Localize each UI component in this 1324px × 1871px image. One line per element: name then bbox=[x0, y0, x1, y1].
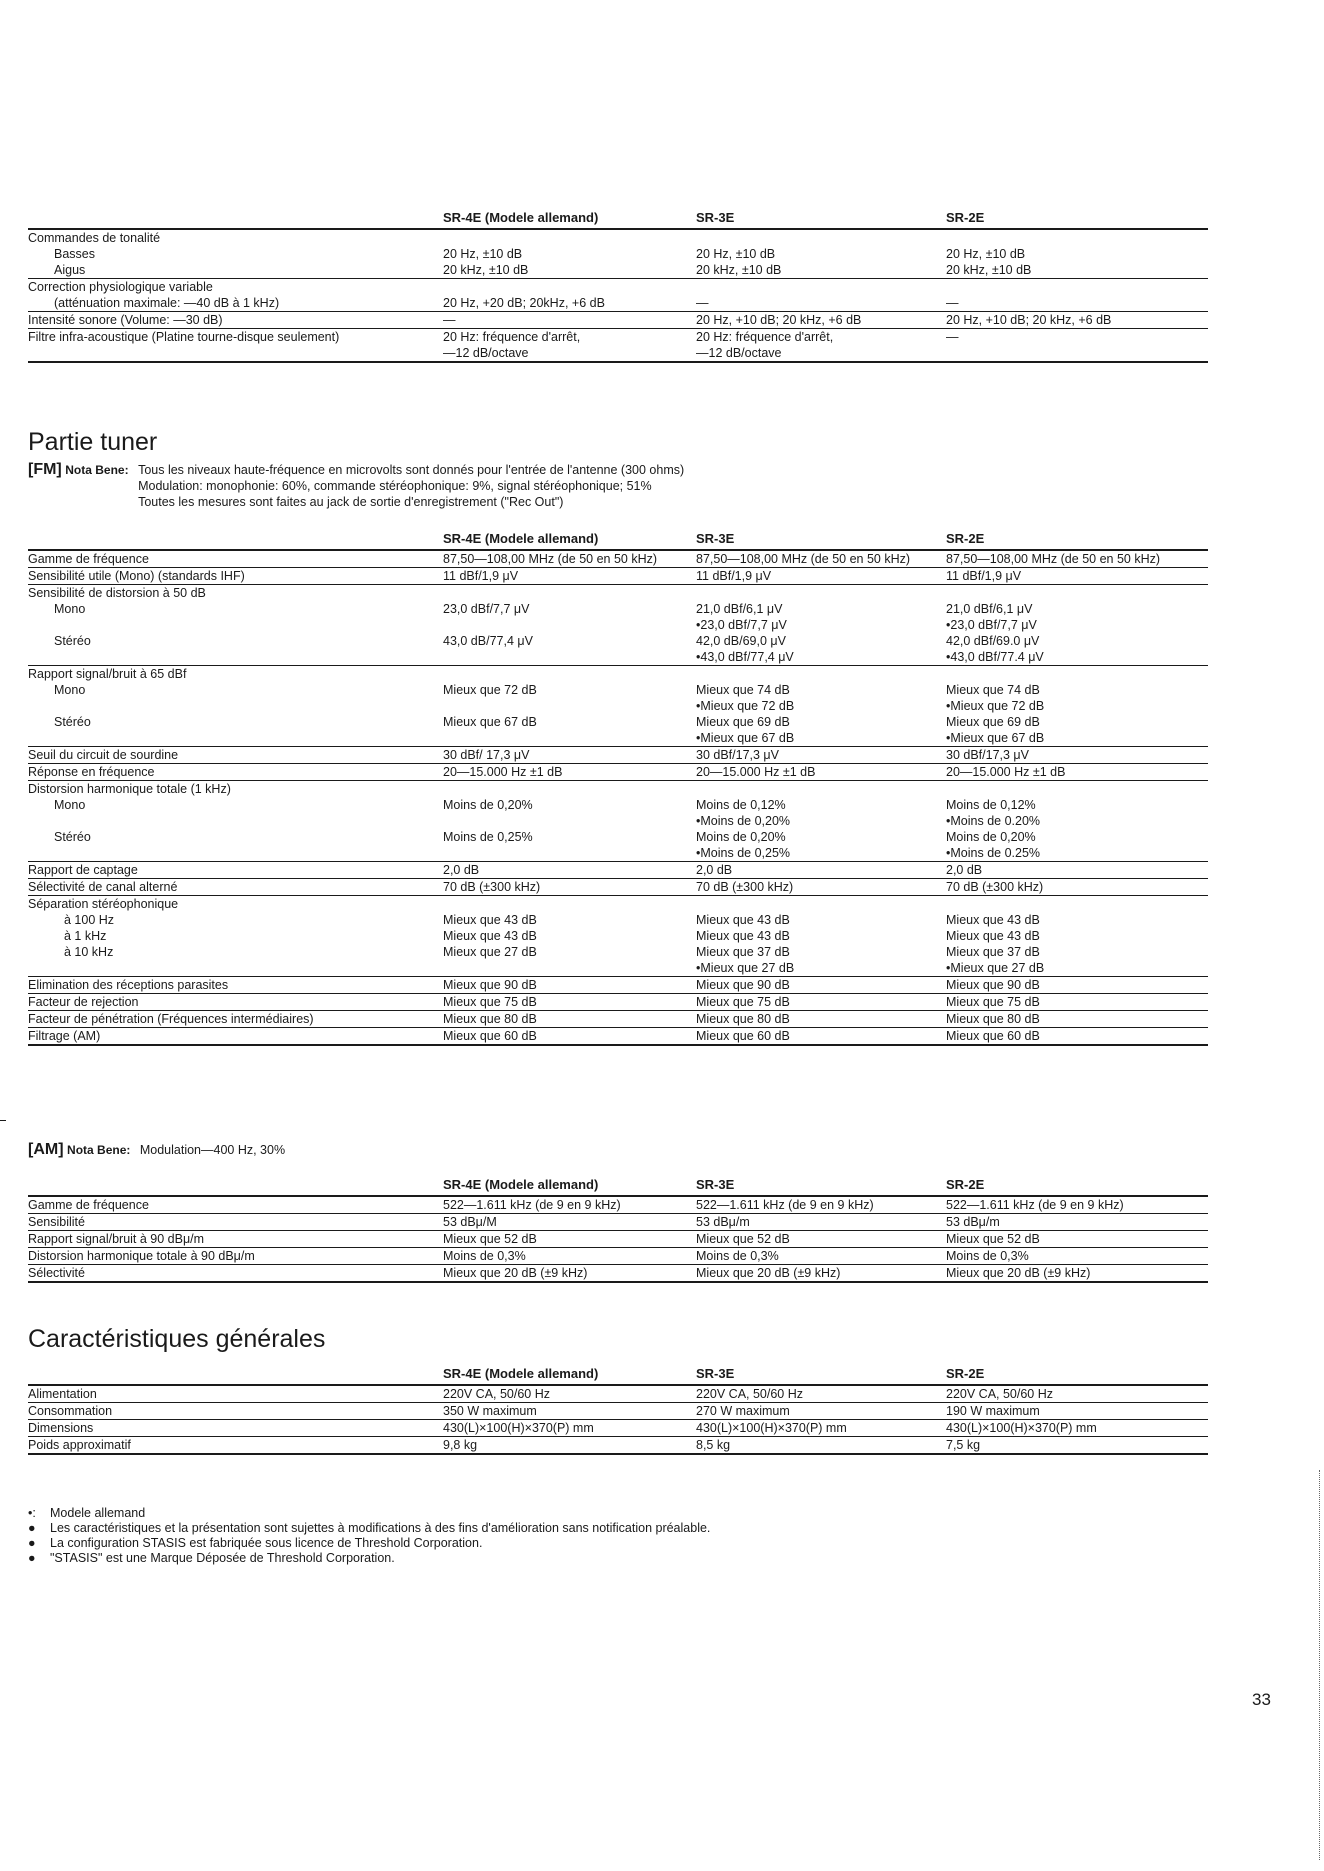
header-sr2e: SR-2E bbox=[946, 1177, 985, 1192]
cell-sr3e bbox=[696, 781, 946, 798]
cell-sr2e: Mieux que 69 dB bbox=[946, 715, 1040, 729]
row-label: Séparation stéréophonique bbox=[28, 897, 179, 911]
cell-sr3e: 20 kHz, ±10 dB bbox=[696, 263, 782, 277]
cell-sr4e: 9,8 kg bbox=[443, 1438, 478, 1452]
cell-sr4e: Moins de 0,20% bbox=[443, 798, 533, 812]
page-edge-dotted-line bbox=[1319, 1470, 1320, 1860]
cell-sr3e: Mieux que 60 dB bbox=[696, 1029, 790, 1043]
row-label: Seuil du circuit de sourdine bbox=[28, 748, 179, 762]
bullet-icon: ● bbox=[28, 1551, 36, 1565]
row-label: Alimentation bbox=[28, 1387, 97, 1401]
cell-sr4e: —12 dB/octave bbox=[443, 346, 529, 360]
header-sr4e: SR-4E (Modele allemand) bbox=[443, 210, 599, 225]
cell-sr2e: 2,0 dB bbox=[946, 863, 983, 877]
cell-sr2e: •Moins de 0.25% bbox=[946, 846, 1041, 860]
cell-sr2e: •Mieux que 72 dB bbox=[946, 699, 1045, 713]
cell-sr4e: Mieux que 20 dB (±9 kHz) bbox=[443, 1266, 588, 1280]
table-row bbox=[28, 1403, 1208, 1420]
cell-sr3e bbox=[696, 585, 946, 602]
cell-sr2e: Mieux que 52 dB bbox=[946, 1232, 1040, 1246]
row-label: Sélectivité bbox=[28, 1266, 85, 1280]
row-label: Sélectivité de canal alterné bbox=[28, 880, 178, 894]
cell-sr4e: 87,50—108,00 MHz (de 50 en 50 kHz) bbox=[443, 552, 658, 566]
cell-sr3e: 20 Hz, ±10 dB bbox=[696, 247, 776, 261]
cell-sr3e: Moins de 0,20% bbox=[696, 830, 786, 844]
row-label: (atténuation maximale: —40 dB à 1 kHz) bbox=[54, 296, 280, 310]
cell-sr3e: 8,5 kg bbox=[696, 1438, 731, 1452]
cell-sr4e: Mieux que 67 dB bbox=[443, 715, 537, 729]
table-row bbox=[28, 1420, 1208, 1437]
table-row bbox=[28, 1385, 1208, 1403]
table-row bbox=[28, 797, 1208, 813]
row-label: Sensibilité utile (Mono) (standards IHF) bbox=[28, 569, 245, 583]
row-label: Sensibilité de distorsion à 50 dB bbox=[28, 586, 206, 600]
cell-sr4e bbox=[443, 279, 696, 296]
cell-sr4e: 20 Hz: fréquence d'arrêt, bbox=[443, 330, 581, 344]
cell-sr2e: Mieux que 20 dB (±9 kHz) bbox=[946, 1266, 1091, 1280]
row-label bbox=[28, 960, 443, 977]
cell-sr2e: 42,0 dBf/69.0 μV bbox=[946, 634, 1040, 648]
cell-sr4e: 2,0 dB bbox=[443, 863, 480, 877]
cell-sr2e: 21,0 dBf/6,1 μV bbox=[946, 602, 1033, 616]
cell-sr2e: 20—15.000 Hz ±1 dB bbox=[946, 765, 1066, 779]
cell-sr4e: 20 Hz, ±10 dB bbox=[443, 247, 523, 261]
cell-sr4e: 20—15.000 Hz ±1 dB bbox=[443, 765, 563, 779]
cell-sr4e: 23,0 dBf/7,7 μV bbox=[443, 602, 530, 616]
row-label: à 10 kHz bbox=[64, 945, 114, 959]
table-row bbox=[28, 1028, 1208, 1046]
table-row bbox=[28, 829, 1208, 845]
row-label: Mono bbox=[54, 683, 86, 697]
cell-sr4e: Mieux que 52 dB bbox=[443, 1232, 537, 1246]
cell-sr3e bbox=[696, 896, 946, 913]
row-label: Correction physiologique variable bbox=[28, 280, 213, 294]
cell-sr2e: 11 dBf/1,9 μV bbox=[946, 569, 1022, 583]
row-label: Filtre infra-acoustique (Platine tourne-disque seulement) bbox=[28, 330, 340, 344]
header-blank bbox=[28, 531, 443, 550]
cell-sr4e bbox=[443, 781, 696, 798]
cell-sr3e: 430(L)×100(H)×370(P) mm bbox=[696, 1421, 847, 1435]
cell-sr3e: 21,0 dBf/6,1 μV bbox=[696, 602, 783, 616]
table-row bbox=[28, 1437, 1208, 1455]
cell-sr2e: 20 kHz, ±10 dB bbox=[946, 263, 1032, 277]
cell-sr3e: •Moins de 0,25% bbox=[696, 846, 791, 860]
table-header bbox=[28, 531, 1208, 550]
cell-sr3e: Mieux que 75 dB bbox=[696, 995, 790, 1009]
table-row bbox=[28, 229, 1208, 246]
cell-sr4e: 522—1.611 kHz (de 9 en 9 kHz) bbox=[443, 1198, 621, 1212]
cell-sr2e: Mieux que 90 dB bbox=[946, 978, 1040, 992]
cell-sr2e: •Mieux que 27 dB bbox=[946, 961, 1045, 975]
table-row bbox=[28, 781, 1208, 798]
cell-sr4e: 220V CA, 50/60 Hz bbox=[443, 1387, 551, 1401]
cell-sr4e: Moins de 0,3% bbox=[443, 1249, 526, 1263]
cell-sr3e: Mieux que 80 dB bbox=[696, 1012, 790, 1026]
cell-sr2e: — bbox=[946, 330, 959, 344]
cell-sr2e: Mieux que 75 dB bbox=[946, 995, 1040, 1009]
cell-sr4e: Mieux que 27 dB bbox=[443, 945, 537, 959]
fm-nota-line: Toutes les mesures sont faites au jack de sortie d'enregistrement ("Rec Out") bbox=[138, 495, 564, 509]
cell-sr3e: Mieux que 90 dB bbox=[696, 978, 790, 992]
cell-sr2e: Mieux que 60 dB bbox=[946, 1029, 1040, 1043]
cell-sr2e: Moins de 0,3% bbox=[946, 1249, 1029, 1263]
row-label bbox=[28, 813, 443, 829]
am-nota-text: Modulation—400 Hz, 30% bbox=[139, 1143, 286, 1157]
cell-sr4e: Mieux que 72 dB bbox=[443, 683, 537, 697]
table-row bbox=[28, 666, 1208, 683]
table-row bbox=[28, 912, 1208, 928]
header-blank bbox=[28, 1366, 443, 1385]
general-section-title: Caractéristiques générales bbox=[28, 1325, 326, 1353]
tuner-section-title: Partie tuner bbox=[28, 428, 158, 456]
cell-sr4e: 70 dB (±300 kHz) bbox=[443, 880, 541, 894]
tone-controls-section bbox=[28, 210, 1208, 363]
cell-sr2e: Moins de 0,20% bbox=[946, 830, 1036, 844]
cell-sr3e: 53 dBμ/m bbox=[696, 1215, 750, 1229]
cell-sr2e bbox=[946, 896, 1208, 913]
cell-sr4e: 30 dBf/ 17,3 μV bbox=[443, 748, 530, 762]
cell-sr3e: Mieux que 52 dB bbox=[696, 1232, 790, 1246]
cell-sr4e: 430(L)×100(H)×370(P) mm bbox=[443, 1421, 594, 1435]
cell-sr2e: •Moins de 0.20% bbox=[946, 814, 1041, 828]
cell-sr2e: 7,5 kg bbox=[946, 1438, 981, 1452]
table-row bbox=[28, 764, 1208, 781]
cell-sr2e bbox=[946, 781, 1208, 798]
bullet-icon: ● bbox=[28, 1521, 36, 1535]
cell-sr4e bbox=[443, 229, 696, 246]
cell-sr4e: Mieux que 43 dB bbox=[443, 913, 537, 927]
footnote-text: Modele allemand bbox=[50, 1506, 146, 1520]
cell-sr3e: •Mieux que 27 dB bbox=[696, 961, 795, 975]
fm-nota-label: Nota Bene: bbox=[65, 463, 129, 477]
cell-sr2e bbox=[946, 279, 1208, 296]
cell-sr3e: 20 Hz: fréquence d'arrêt, bbox=[696, 330, 834, 344]
am-section bbox=[28, 1177, 1208, 1283]
bullet-icon: ● bbox=[28, 1536, 36, 1550]
cell-sr3e bbox=[696, 666, 946, 683]
cell-sr3e: 270 W maximum bbox=[696, 1404, 790, 1418]
cell-sr3e: 20 Hz, +10 dB; 20 kHz, +6 dB bbox=[696, 313, 862, 327]
table-row bbox=[28, 994, 1208, 1011]
table-row bbox=[28, 312, 1208, 329]
general-table bbox=[28, 1366, 1208, 1455]
cell-sr3e: 87,50—108,00 MHz (de 50 en 50 kHz) bbox=[696, 552, 911, 566]
cell-sr3e: Mieux que 20 dB (±9 kHz) bbox=[696, 1266, 841, 1280]
row-label bbox=[28, 698, 443, 714]
table-row bbox=[28, 896, 1208, 913]
cell-sr2e: 190 W maximum bbox=[946, 1404, 1040, 1418]
row-label: Dimensions bbox=[28, 1421, 94, 1435]
table-row bbox=[28, 329, 1208, 346]
cell-sr2e: 30 dBf/17,3 μV bbox=[946, 748, 1029, 762]
table-header bbox=[28, 1177, 1208, 1196]
cell-sr2e: 20 Hz, +10 dB; 20 kHz, +6 dB bbox=[946, 313, 1112, 327]
cell-sr4e: Mieux que 60 dB bbox=[443, 1029, 537, 1043]
table-row bbox=[28, 682, 1208, 698]
page-number: 33 bbox=[1252, 1690, 1271, 1709]
footnotes bbox=[28, 1506, 710, 1566]
cell-sr4e bbox=[443, 649, 696, 666]
table-row bbox=[28, 813, 1208, 829]
table-row bbox=[28, 1248, 1208, 1265]
table-row bbox=[28, 1231, 1208, 1248]
cell-sr3e: Moins de 0,3% bbox=[696, 1249, 779, 1263]
cell-sr4e: Mieux que 80 dB bbox=[443, 1012, 537, 1026]
cell-sr2e: Mieux que 43 dB bbox=[946, 913, 1040, 927]
cell-sr3e: — bbox=[696, 296, 709, 310]
cell-sr2e: — bbox=[946, 296, 959, 310]
cell-sr3e: 11 dBf/1,9 μV bbox=[696, 569, 772, 583]
header-sr3e: SR-3E bbox=[696, 1177, 735, 1192]
header-sr4e: SR-4E (Modele allemand) bbox=[443, 1177, 599, 1192]
table-row bbox=[28, 698, 1208, 714]
cell-sr3e: Mieux que 43 dB bbox=[696, 929, 790, 943]
header-sr3e: SR-3E bbox=[696, 1366, 735, 1381]
table-row bbox=[28, 295, 1208, 312]
header-sr2e: SR-2E bbox=[946, 531, 985, 546]
cell-sr2e: 220V CA, 50/60 Hz bbox=[946, 1387, 1054, 1401]
table-row bbox=[28, 617, 1208, 633]
fm-table bbox=[28, 531, 1208, 1046]
row-label: Distorsion harmonique totale (1 kHz) bbox=[28, 782, 231, 796]
table-row bbox=[28, 879, 1208, 896]
table-row bbox=[28, 1196, 1208, 1214]
row-label: Mono bbox=[54, 798, 86, 812]
row-label: Distorsion harmonique totale à 90 dBμ/m bbox=[28, 1249, 255, 1263]
cell-sr2e: Mieux que 80 dB bbox=[946, 1012, 1040, 1026]
table-row bbox=[28, 845, 1208, 862]
cell-sr4e: 11 dBf/1,9 μV bbox=[443, 569, 519, 583]
header-sr2e: SR-2E bbox=[946, 1366, 985, 1381]
cell-sr4e bbox=[443, 666, 696, 683]
row-label: Consommation bbox=[28, 1404, 113, 1418]
cell-sr3e: •23,0 dBf/7,7 μV bbox=[696, 618, 787, 632]
cell-sr3e: 220V CA, 50/60 Hz bbox=[696, 1387, 804, 1401]
row-label: Stéréo bbox=[54, 715, 91, 729]
cell-sr2e: 522—1.611 kHz (de 9 en 9 kHz) bbox=[946, 1198, 1124, 1212]
cell-sr4e bbox=[443, 698, 696, 714]
cell-sr2e: 20 Hz, ±10 dB bbox=[946, 247, 1026, 261]
cell-sr3e bbox=[696, 279, 946, 296]
cell-sr3e: •Mieux que 67 dB bbox=[696, 731, 795, 745]
row-label: Filtrage (AM) bbox=[28, 1029, 101, 1043]
table-row bbox=[28, 977, 1208, 994]
row-label: Gamme de fréquence bbox=[28, 1198, 149, 1212]
table-row bbox=[28, 279, 1208, 296]
row-label: Rapport signal/bruit à 90 dBμ/m bbox=[28, 1232, 205, 1246]
cell-sr2e: •43,0 dBf/77.4 μV bbox=[946, 650, 1044, 664]
cell-sr3e: Mieux que 74 dB bbox=[696, 683, 790, 697]
cell-sr2e bbox=[946, 666, 1208, 683]
cell-sr3e: 30 dBf/17,3 μV bbox=[696, 748, 779, 762]
cell-sr4e bbox=[443, 585, 696, 602]
cell-sr2e: Mieux que 74 dB bbox=[946, 683, 1040, 697]
footnote bbox=[28, 1551, 710, 1566]
fm-nota-line: Tous les niveaux haute-fréquence en microvolts sont donnés pour l'entrée de l'antenne (300 ohms) bbox=[138, 463, 685, 477]
header-sr4e: SR-4E (Modele allemand) bbox=[443, 1366, 599, 1381]
row-label: Basses bbox=[54, 247, 95, 261]
table-row bbox=[28, 960, 1208, 977]
cell-sr3e: •Moins de 0,20% bbox=[696, 814, 791, 828]
row-label: Intensité sonore (Volume: —30 dB) bbox=[28, 313, 223, 327]
fm-tag: [FM] bbox=[28, 461, 62, 478]
cell-sr4e bbox=[443, 845, 696, 862]
table-row bbox=[28, 944, 1208, 960]
row-label: Réponse en fréquence bbox=[28, 765, 155, 779]
table-row bbox=[28, 747, 1208, 764]
footnote-text: "STASIS" est une Marque Déposée de Threshold Corporation. bbox=[50, 1551, 395, 1565]
row-label: à 1 kHz bbox=[64, 929, 107, 943]
cell-sr3e: •43,0 dBf/77,4 μV bbox=[696, 650, 794, 664]
header-sr3e: SR-3E bbox=[696, 210, 735, 225]
cell-sr2e: 87,50—108,00 MHz (de 50 en 50 kHz) bbox=[946, 552, 1161, 566]
cell-sr4e: Mieux que 90 dB bbox=[443, 978, 537, 992]
row-label: Rapport de captage bbox=[28, 863, 138, 877]
row-label: Aigus bbox=[54, 263, 86, 277]
table-row bbox=[28, 585, 1208, 602]
footnote-mark: •: bbox=[28, 1506, 36, 1520]
cell-sr3e: 20—15.000 Hz ±1 dB bbox=[696, 765, 816, 779]
table-row bbox=[28, 862, 1208, 879]
footnote bbox=[28, 1506, 710, 1521]
cell-sr2e: 53 dBμ/m bbox=[946, 1215, 1000, 1229]
cell-sr4e: 20 kHz, ±10 dB bbox=[443, 263, 529, 277]
table-row bbox=[28, 262, 1208, 279]
table-row bbox=[28, 1265, 1208, 1283]
am-tag: [AM] bbox=[28, 1141, 64, 1158]
cell-sr4e: 53 dBμ/M bbox=[443, 1215, 497, 1229]
row-label: Gamme de fréquence bbox=[28, 552, 149, 566]
cell-sr4e: 20 Hz, +20 dB; 20kHz, +6 dB bbox=[443, 296, 605, 310]
row-label bbox=[28, 617, 443, 633]
row-label bbox=[28, 345, 443, 362]
header-sr4e: SR-4E (Modele allemand) bbox=[443, 531, 599, 546]
table-header bbox=[28, 1366, 1208, 1385]
cell-sr3e: Mieux que 37 dB bbox=[696, 945, 790, 959]
cell-sr4e bbox=[443, 960, 696, 977]
margin-mark bbox=[0, 1120, 6, 1121]
header-sr2e: SR-2E bbox=[946, 210, 985, 225]
row-label: Commandes de tonalité bbox=[28, 231, 161, 245]
footnote-text: La configuration STASIS est fabriquée sous licence de Threshold Corporation. bbox=[50, 1536, 483, 1550]
footnote-text: Les caractéristiques et la présentation sont sujettes à modifications à des fins d'amélioration sans notification préalable. bbox=[50, 1521, 711, 1535]
cell-sr2e: Moins de 0,12% bbox=[946, 798, 1036, 812]
table-row bbox=[28, 568, 1208, 585]
cell-sr2e: 70 dB (±300 kHz) bbox=[946, 880, 1044, 894]
cell-sr4e: — bbox=[443, 313, 456, 327]
row-label: Mono bbox=[54, 602, 86, 616]
row-label: Stéréo bbox=[54, 830, 91, 844]
table-row bbox=[28, 1214, 1208, 1231]
fm-section bbox=[28, 531, 1208, 1046]
table-row bbox=[28, 633, 1208, 649]
fm-nota-bene bbox=[28, 462, 684, 510]
row-label: Sensibilité bbox=[28, 1215, 85, 1229]
footnote bbox=[28, 1521, 710, 1536]
cell-sr4e bbox=[443, 730, 696, 747]
table-row bbox=[28, 714, 1208, 730]
cell-sr3e: Mieux que 69 dB bbox=[696, 715, 790, 729]
cell-sr3e: Moins de 0,12% bbox=[696, 798, 786, 812]
table-row bbox=[28, 601, 1208, 617]
table-row bbox=[28, 928, 1208, 944]
cell-sr4e bbox=[443, 896, 696, 913]
cell-sr3e: —12 dB/octave bbox=[696, 346, 782, 360]
cell-sr3e: Mieux que 43 dB bbox=[696, 913, 790, 927]
cell-sr4e: Moins de 0,25% bbox=[443, 830, 533, 844]
am-nota-label: Nota Bene: bbox=[67, 1143, 131, 1157]
cell-sr3e: •Mieux que 72 dB bbox=[696, 699, 795, 713]
header-blank bbox=[28, 210, 443, 229]
cell-sr4e bbox=[443, 813, 696, 829]
am-nota-bene bbox=[28, 1142, 285, 1158]
table-row bbox=[28, 649, 1208, 666]
row-label bbox=[28, 845, 443, 862]
cell-sr2e: •Mieux que 67 dB bbox=[946, 731, 1045, 745]
cell-sr3e: 42,0 dB/69,0 μV bbox=[696, 634, 786, 648]
table-row bbox=[28, 1011, 1208, 1028]
row-label: Elimination des réceptions parasites bbox=[28, 978, 229, 992]
cell-sr4e: Mieux que 43 dB bbox=[443, 929, 537, 943]
cell-sr2e: Mieux que 43 dB bbox=[946, 929, 1040, 943]
cell-sr2e: 430(L)×100(H)×370(P) mm bbox=[946, 1421, 1097, 1435]
cell-sr2e: •23,0 dBf/7,7 μV bbox=[946, 618, 1037, 632]
cell-sr4e bbox=[443, 617, 696, 633]
cell-sr2e bbox=[946, 229, 1208, 246]
row-label: Poids approximatif bbox=[28, 1438, 131, 1452]
row-label: à 100 Hz bbox=[64, 913, 115, 927]
cell-sr3e bbox=[696, 229, 946, 246]
cell-sr3e: 522—1.611 kHz (de 9 en 9 kHz) bbox=[696, 1198, 874, 1212]
row-label bbox=[28, 730, 443, 747]
cell-sr2e bbox=[946, 585, 1208, 602]
am-table bbox=[28, 1177, 1208, 1283]
cell-sr4e: Mieux que 75 dB bbox=[443, 995, 537, 1009]
cell-sr3e: 70 dB (±300 kHz) bbox=[696, 880, 794, 894]
table-row bbox=[28, 345, 1208, 362]
row-label: Rapport signal/bruit à 65 dBf bbox=[28, 667, 187, 681]
row-label: Facteur de pénétration (Fréquences intermédiaires) bbox=[28, 1012, 314, 1026]
cell-sr2e: Mieux que 37 dB bbox=[946, 945, 1040, 959]
fm-nota-line: Modulation: monophonie: 60%, commande stéréophonique: 9%, signal stéréophonique; 51% bbox=[138, 479, 652, 493]
header-blank bbox=[28, 1177, 443, 1196]
general-section bbox=[28, 1366, 1208, 1455]
tone-controls-table bbox=[28, 210, 1208, 363]
table-row bbox=[28, 550, 1208, 568]
row-label: Facteur de rejection bbox=[28, 995, 139, 1009]
cell-sr4e: 43,0 dB/77,4 μV bbox=[443, 634, 533, 648]
footnote bbox=[28, 1536, 710, 1551]
cell-sr4e: 350 W maximum bbox=[443, 1404, 537, 1418]
cell-sr3e: 2,0 dB bbox=[696, 863, 733, 877]
row-label: Stéréo bbox=[54, 634, 91, 648]
row-label bbox=[28, 649, 443, 666]
fm-nota-lines bbox=[138, 462, 684, 510]
table-header bbox=[28, 210, 1208, 229]
table-row bbox=[28, 730, 1208, 747]
header-sr3e: SR-3E bbox=[696, 531, 735, 546]
table-row bbox=[28, 246, 1208, 262]
cell-sr2e bbox=[946, 345, 1208, 362]
